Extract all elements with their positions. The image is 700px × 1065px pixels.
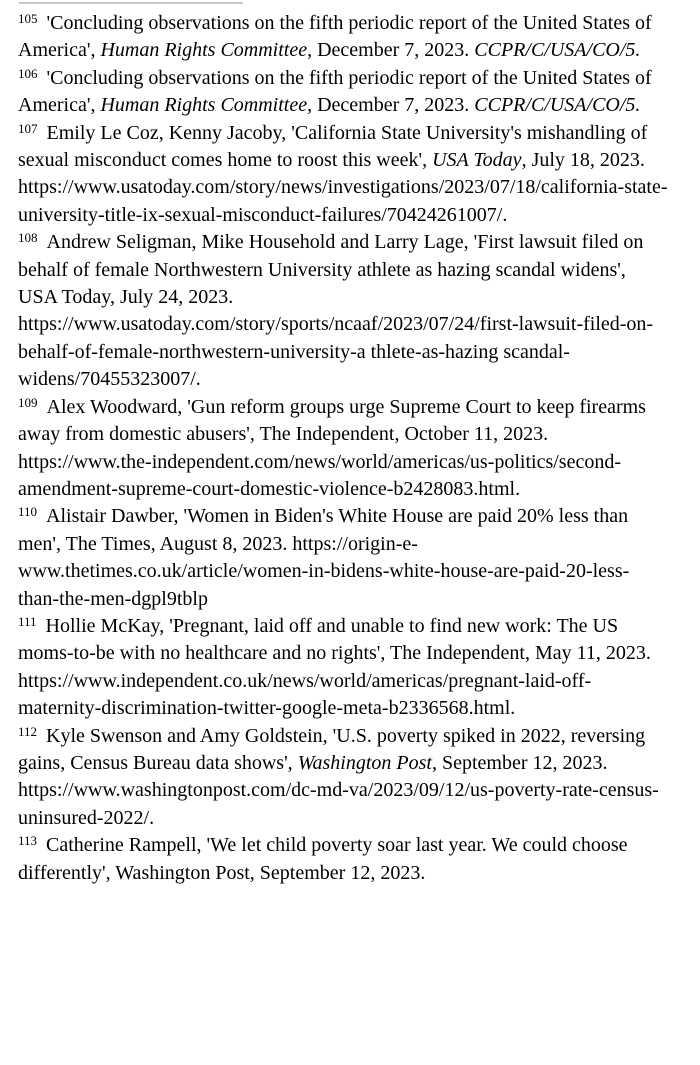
citation-italic-text: Washington Post <box>297 751 432 774</box>
footnote-number: 105 <box>18 11 38 26</box>
footnote-105 <box>18 10 668 65</box>
footnote-106 <box>18 65 668 120</box>
footnote-text: 'Concluding observations on the fifth periodic report of the United States of America', <box>18 66 652 117</box>
footnote-number: 111 <box>18 613 37 629</box>
citation-italic-text: CCPR/C/USA/CO/5. <box>474 39 641 62</box>
citation-italic-text: CCPR/C/USA/CO/5. <box>474 94 641 117</box>
footnote-113 <box>18 832 668 887</box>
citation-italic-text: USA Today <box>432 149 522 172</box>
footnote-text: , December 7, 2023. <box>307 39 475 62</box>
footnote-text: , July 18, 2023. https://www.usatoday.com/story/news/investigations/2023/07/18/california-state-university-title-ix-sexual-misconduct-failures/70424261007/. <box>18 149 668 226</box>
footnote-number: 109 <box>18 394 38 410</box>
footnote-110 <box>18 503 668 613</box>
footnote-number: 108 <box>18 230 38 246</box>
footnote-text: , September 12, 2023. https://www.washingtonpost.com/dc-md-va/2023/09/12/us-poverty-rate-census-uninsured-2022/. <box>18 751 659 829</box>
footnote-number: 110 <box>18 504 38 520</box>
footnote-number: 112 <box>18 723 38 739</box>
footnote-text: , December 7, 2023. <box>307 94 475 117</box>
footnote-text: Kyle Swenson and Amy Goldstein, 'U.S. poverty spiked in 2022, reversing gains, Census Bureau data shows', <box>18 724 646 774</box>
footnote-108 <box>18 229 668 393</box>
footnote-text: Emily Le Coz, Kenny Jacoby, 'California State University's mishandling of sexual misconduct comes home to roost this week', <box>18 121 648 172</box>
footnote-109 <box>18 394 668 504</box>
citation-italic-text: Human Rights Committee <box>100 39 308 62</box>
footnote-number: 113 <box>18 833 38 849</box>
footnote-number: 106 <box>18 65 38 81</box>
footnotes-list <box>18 10 668 887</box>
footnote-number: 107 <box>18 120 38 136</box>
footnote-text: 'Concluding observations on the fifth periodic report of the United States of America', <box>18 12 652 62</box>
footnote-112 <box>18 723 668 833</box>
footnote-text: Catherine Rampell, 'We let child poverty soar last year. We could choose differently', Washington Post, September 12, 2023. <box>18 834 628 884</box>
citation-italic-text: Human Rights Committee <box>100 94 308 117</box>
footnote-separator-line <box>19 2 243 4</box>
footnote-text: Alistair Dawber, 'Women in Biden's White House are paid 20% less than men', The Times, August 8, 2023. https://origin-e-www.thetimes.co.uk/article/women-in-bidens-white-house-are-paid-20-less-than-the-men-dgpl9tblp <box>18 505 630 610</box>
footnote-text: Alex Woodward, 'Gun reform groups urge Supreme Court to keep firearms away from domestic abusers', The Independent, October 11, 2023. https://www.the-independent.com/news/world/americas/us-politics/second-amendment-supreme-court-domestic-violence-b2428083.html. <box>18 395 646 500</box>
footnote-text: Hollie McKay, 'Pregnant, laid off and unable to find new work: The US moms-to-be with no healthcare and no rights', The Independent, May 11, 2023. https://www.independent.co.uk/news/world/americas/pregnant-laid-off-maternity-discrimination-twitter-google-meta-b2336568.html. <box>18 614 651 720</box>
footnote-107 <box>18 120 668 230</box>
footnote-text: Andrew Seligman, Mike Household and Larry Lage, 'First lawsuit filed on behalf of female Northwestern University athlete as hazing scandal widens', USA Today, July 24, 2023. https://www.usatoday.com/story/sports/ncaaf/2023/07/24/first-lawsuit-filed-on-behalf-of-female-northwestern-university-a thlete-as-hazing scandal-widens/70455323007/. <box>18 231 654 391</box>
footnote-111 <box>18 613 668 723</box>
